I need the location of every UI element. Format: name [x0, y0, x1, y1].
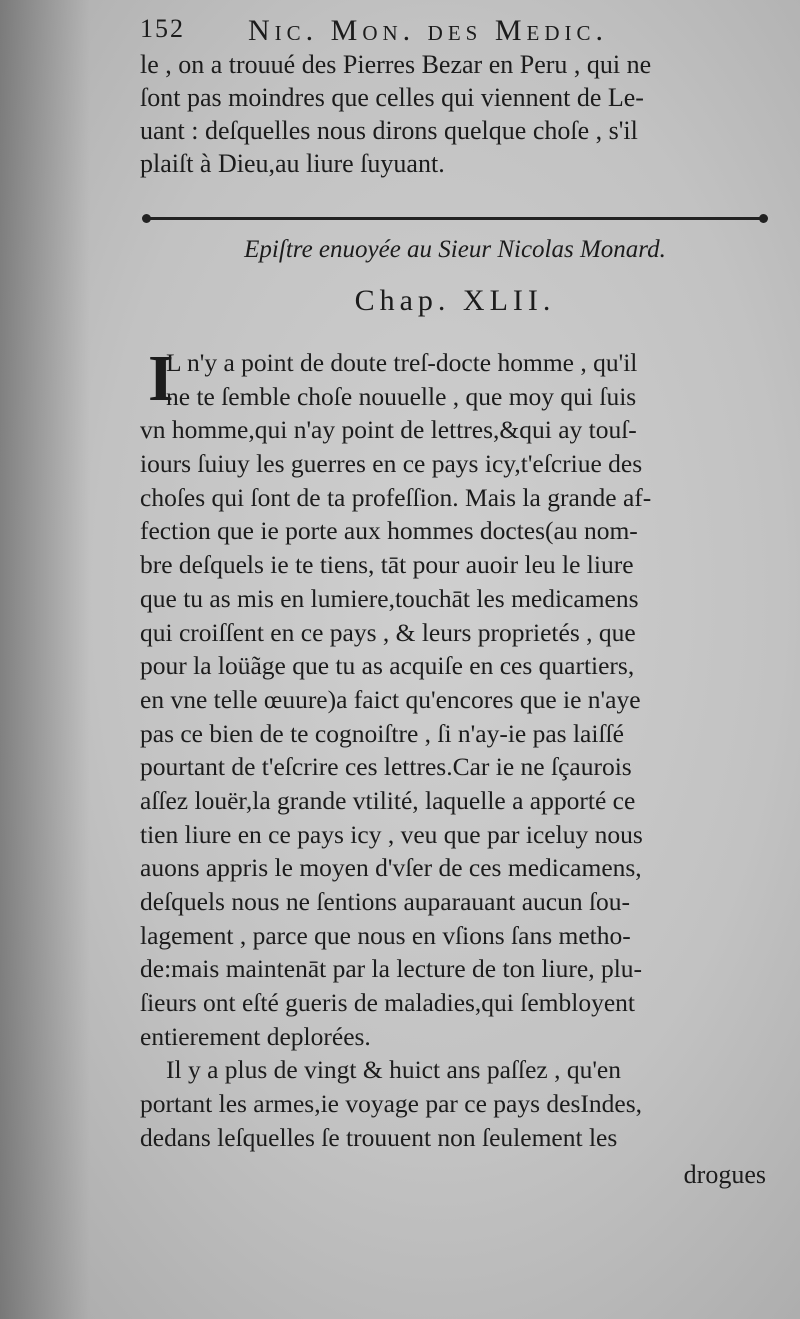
text-line: de:mais maintenāt par la lecture de ton liure, plu-: [140, 954, 643, 984]
text-line: fection que ie porte aux hommes doctes(au nom-: [140, 516, 638, 546]
chapter-heading: Chap. XLII.: [354, 284, 556, 317]
text-line: bre deſquels ie te tiens, tāt pour auoir leu le liure: [140, 550, 634, 580]
text-line: plaiſt à Dieu,au liure ſuyuant.: [140, 149, 445, 178]
text-line: le , on a trouué des Pierres Bezar en Peru , qui ne: [140, 50, 652, 79]
section-divider-rule: [145, 214, 765, 222]
text-line: auons appris le moyen d'vſer de ces medicamens,: [140, 853, 642, 883]
text-line: ſont pas moindres que celles qui viennent de Le-: [140, 83, 644, 112]
drop-cap: I: [148, 342, 174, 415]
text-line: portant les armes,ie voyage par ce pays desIndes,: [140, 1089, 643, 1119]
text-line: entierement deplorées.: [140, 1021, 371, 1051]
page-number: 152: [140, 14, 185, 43]
text-line: ne te ſemble choſe nouuelle , que moy qui ſuis: [166, 381, 637, 411]
epistle-title: Epiſtre enuoyée au Sieur Nicolas Monard.: [244, 236, 666, 263]
text-line: pour la loüãge que tu as acquiſe en ces quartiers,: [140, 651, 635, 681]
catchword: drogues: [683, 1160, 766, 1189]
text-line: vn homme,qui n'ay point de lettres,&qui ay touſ-: [140, 415, 637, 445]
text-line: qui croiſſent en ce pays , & leurs proprietés , que: [140, 617, 636, 647]
text-line: pourtant de t'eſcrire ces lettres.Car ie ne ſçaurois: [140, 752, 632, 782]
text-line: iours ſuiuy les guerres en ce pays icy,t'eſcriue des: [140, 449, 643, 479]
gutter-shadow: [0, 0, 90, 1319]
rule-end-ornament: [759, 214, 768, 223]
text-line: que tu as mis en lumiere,touchāt les medicamens: [140, 583, 639, 613]
rule-end-ornament: [142, 214, 151, 223]
text-line: en vne telle œuure)a faict qu'encores que ie n'aye: [140, 684, 641, 714]
text-line: L n'y a point de doute treſ-docte homme , qu'il: [166, 348, 638, 377]
running-title: Nic. Mon. des Medic.: [248, 14, 609, 47]
text-line: aſſez louër,la grande vtilité, laquelle a apporté ce: [140, 785, 636, 815]
chapter-body-text: [140, 342, 770, 1155]
text-line: deſquels nous ne ſentions auparauant aucun ſou-: [140, 887, 631, 916]
text-line: lagement , parce que nous en vſions ſans metho-: [140, 920, 631, 950]
text-line: dedans leſquelles ſe trouuent non ſeulement les: [140, 1122, 618, 1152]
previous-chapter-text: [140, 48, 770, 180]
rule-line: [145, 217, 765, 220]
text-line: pas ce bien de te cognoiſtre , ſi n'ay-ie pas laiſſé: [140, 718, 624, 748]
text-line: ſieurs ont eſté gueris de maladies,qui ſembloyent: [140, 988, 635, 1018]
text-line: choſes qui ſont de ta profeſſion. Mais la grande af-: [140, 482, 652, 512]
text-line: uant : deſquelles nous dirons quelque choſe , s'il: [140, 116, 638, 145]
text-line: tien liure en ce pays icy , veu que par iceluy nous: [140, 819, 643, 849]
text-line: Il y a plus de vingt & huict ans paſſez , qu'en: [166, 1055, 621, 1085]
